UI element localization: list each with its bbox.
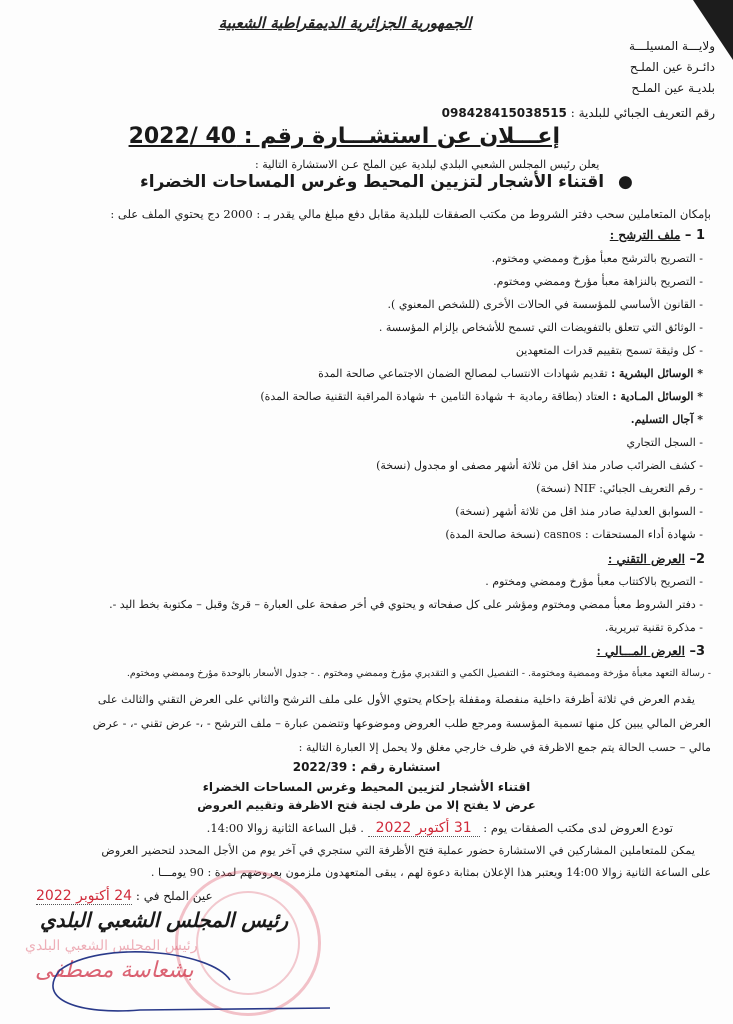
- list-item: - دفتر الشروط معبأ ممضي ومختوم ومؤشر على كل صفحاته و يحتوي في أخر صفحة على العبارة – قرئ وقبل – مكتوبة بخط اليد -.: [109, 598, 703, 611]
- section-1-number: 1 –: [684, 228, 705, 243]
- list-item: - كشف الضرائب صادر منذ اقل من ثلاثة أشهر مصفى او مجدول (نسخة): [376, 459, 703, 472]
- envelope-paragraph-line: مالي – حسب الحالة يتم جمع الاظرفة في ظرف خارجي مغلق ولا يحمل إلا العبارة التالية :: [298, 741, 711, 754]
- signature-date: 24 أكتوبر 2022: [36, 888, 133, 904]
- commune: بلديـة عين الملـح: [631, 81, 715, 95]
- envelope-paragraph-line: يقدم العرض في ثلاثة أظرفة داخلية منفصلة ومقفلة بإحكام يحتوي الأول على ملف الترشح والثاني على العرض التقني والثالث على: [97, 693, 695, 706]
- financial-offer-items: - رسالة التعهد معبأة مؤرخة وممضية ومختومة. - التفصيل الكمي و التقديري مؤرخ وممضي ومختوم . - جدول الأسعار بالوحدة مؤرخ وممضي ومختوم.: [126, 668, 711, 679]
- closing-line: يمكن للمتعاملين المشاركين في الاستشارة حضور عملية فتح الأظرفة التي ستجري في آخر يوم من الأجل المحدد لتحضير العروض: [101, 844, 695, 857]
- list-item: - الوثائق التي تتعلق بالتفويضات التي تسمح للأشخاص بإلزام المؤسسة .: [378, 321, 703, 334]
- section-1-title: ملف الترشح :: [609, 228, 681, 242]
- list-item: - شهادة أداء المستحقات : casnos (نسخة صالحة المدة): [445, 528, 703, 541]
- material-resources-text: العتاد (بطاقة رمادية + شهادة التامين + شهادة المراقبة التقنية صالحة المدة): [260, 390, 609, 403]
- signature-scribble: [40, 940, 330, 1020]
- human-resources-label: * الوسائل البشرية :: [611, 367, 703, 380]
- signatory-title: رئيس المجلس الشعبي البلدي: [40, 908, 289, 932]
- list-item: - التصريح بالترشح معبأ مؤرخ وممضي ومختوم.: [491, 252, 703, 265]
- tax-id-label: رقم التعريف الجبائي للبلدية :: [570, 106, 715, 120]
- section-2-heading: [608, 552, 705, 567]
- list-item: - السجل التجاري: [626, 436, 703, 449]
- section-3-title: العرض المـــالي :: [596, 644, 685, 658]
- retrieval-terms: بإمكان المتعاملين سحب دفتر الشروط من مكتب الصفقات للبلدية مقابل دفع مبلغ مالي يقدر بـ : 2000 دج يحتوي الملف على :: [110, 207, 711, 221]
- section-2-title: العرض التقني :: [607, 552, 685, 566]
- signature-place: عين الملح في :: [135, 889, 213, 903]
- wilaya: ولايـــة المسيلـــة: [629, 39, 715, 53]
- deposit-label: تودع العروض لدى مكتب الصفقات يوم :: [483, 821, 673, 835]
- tax-id-line: [442, 106, 715, 120]
- deposit-time: . قبل الساعة الثانية زوالا 14:00.: [206, 821, 364, 835]
- section-2-number: 2–: [689, 552, 705, 567]
- subject-text: اقتناء الأشجار لتزيين المحيط وغرس المساحات الخضراء: [140, 172, 605, 192]
- list-item: - رقم التعريف الجبائي: NIF (نسخة): [536, 482, 703, 495]
- envelope-consult-number: استشارة رقم : 2022/39: [292, 760, 441, 774]
- list-item: - التصريح بالنزاهة معبأ مؤرخ وممضي ومختوم.: [493, 275, 703, 288]
- section-1-heading: [610, 228, 705, 243]
- material-resources-label: * الوسائل المـادية :: [612, 390, 703, 403]
- list-item: - مذكرة تقنية تبريرية.: [604, 621, 703, 634]
- republic-header: الجمهورية الجزائرية الديمقراطية الشعبية: [218, 14, 472, 32]
- signatory-name: بشعاسة مصطفى: [35, 958, 194, 983]
- list-item: - التصريح بالاكتتاب معبأ مؤرخ وممضي ومختوم .: [485, 575, 703, 588]
- intro-line: يعلن رئيس المجلس الشعبي البلدي لبلدية عين الملح عـن الاستشارة التالية :: [255, 158, 600, 171]
- consultation-subject: [140, 172, 633, 192]
- section-3-number: 3–: [689, 644, 705, 659]
- section-3-heading: [596, 644, 705, 659]
- envelope-notice: عرض لا يفتح إلا من طرف لجنة فتح الاظرفة وتقييم العروض: [197, 798, 536, 812]
- delivery-label: * آجال التسليم.: [630, 413, 703, 426]
- signature-place-date: [36, 888, 213, 905]
- human-resources-line: [318, 367, 703, 380]
- deposit-line: [207, 820, 673, 837]
- closing-line: على الساعة الثانية زوالا 14:00 ويعتبر هذا الإعلان بمثابة دعوة لهم ، يبقى المتعهدون ملزمون بعروضهم لمدة : 90 يومـــا .: [150, 866, 711, 879]
- human-resources-text: تقديم شهادات الانتساب لمصالح الضمان الاجتماعي صالحة المدة: [318, 367, 608, 380]
- tax-id-value: 098428415038515: [441, 106, 567, 120]
- delivery-deadlines: [631, 413, 703, 426]
- bullet-icon: ●: [618, 172, 633, 192]
- list-item: - السوابق العدلية صادر منذ اقل من ثلاثة أشهر (نسخة): [455, 505, 703, 518]
- list-item: - كل وثيقة تسمح بتقييم قدرات المتعهدين: [515, 344, 703, 357]
- deposit-date: 31 أكتوبر 2022: [368, 820, 480, 837]
- admin-block: [629, 36, 715, 99]
- stamp-text: رئيس المجلس الشعبي البلدي: [25, 938, 198, 954]
- envelope-subject: اقتناء الأشجار لتزيين المحيط وغرس المساحات الخضراء: [202, 780, 531, 794]
- daira: دائـرة عين الملـح: [629, 60, 715, 74]
- envelope-paragraph-line: العرض المالي يبين كل منها تسمية المؤسسة ومرجع طلب العروض وموضوعها وتتضمن عبارة – ملف الترشح - ،- عرض تقني -، - عرض: [92, 717, 711, 730]
- announcement-title: إعـــلان عن استشـــارة رقم : 40 /2022: [128, 124, 560, 149]
- material-resources-line: [260, 390, 703, 403]
- list-item: - القانون الأساسي للمؤسسة في الحالات الأخرى (للشخص المعنوي ).: [387, 298, 703, 311]
